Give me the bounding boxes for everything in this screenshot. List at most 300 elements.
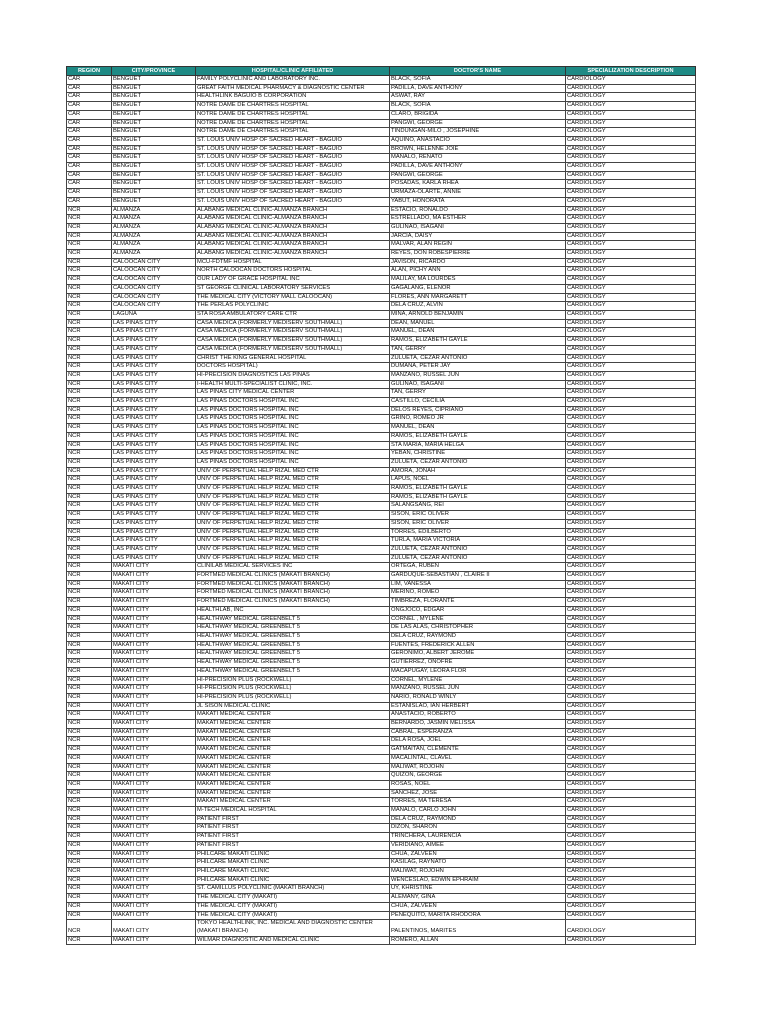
city-province-cell: MAKATI CITY bbox=[112, 650, 196, 659]
region-cell: CAR bbox=[67, 180, 112, 189]
table-row bbox=[67, 276, 696, 285]
city-province-cell: LAS PIÑAS CITY bbox=[112, 432, 196, 441]
doctor-name-cell: DELA CRUZ, RAYMOND bbox=[390, 633, 566, 642]
doctor-name-cell: UY, KHRISTINE bbox=[390, 885, 566, 894]
table-row bbox=[67, 163, 696, 172]
city-province-cell: CALOOCAN CITY bbox=[112, 284, 196, 293]
city-province-cell: MAKATI CITY bbox=[112, 589, 196, 598]
hospital-cell: MAKATI MEDICAL CENTER bbox=[196, 720, 390, 729]
table-row bbox=[67, 267, 696, 276]
table-row bbox=[67, 659, 696, 668]
region-cell: NCR bbox=[67, 676, 112, 685]
hospital-cell: NORTH CALOOCAN DOCTORS HOSPITAL bbox=[196, 267, 390, 276]
region-cell: CAR bbox=[67, 163, 112, 172]
hospital-cell: FAMILY POLYCLINIC AND LABORATORY INC. bbox=[196, 76, 390, 85]
doctor-name-cell: MALVAR, ALAN REGIN bbox=[390, 241, 566, 250]
region-cell: NCR bbox=[67, 485, 112, 494]
region-cell: NCR bbox=[67, 537, 112, 546]
hospital-cell: HEALTHWAY MEDICAL GREENBELT 5 bbox=[196, 633, 390, 642]
hospital-cell: UNIV OF PERPETUAL HELP RIZAL MED CTR bbox=[196, 476, 390, 485]
doctor-name-cell: DELA CRUZ, RAYMOND bbox=[390, 815, 566, 824]
hospital-cell: HEALTHLINK BAGUIO B CORPORATION bbox=[196, 93, 390, 102]
specialization-cell: CARDIOLOGY bbox=[566, 154, 696, 163]
region-cell: NCR bbox=[67, 789, 112, 798]
hospital-cell: NOTRE DAME DE CHARTRES HOSPITAL bbox=[196, 102, 390, 111]
city-province-cell: LAS PIÑAS CITY bbox=[112, 441, 196, 450]
doctor-name-cell: RAMOS, ELIZABETH GAYLE bbox=[390, 432, 566, 441]
region-cell: CAR bbox=[67, 136, 112, 145]
hospital-cell: MAKATI MEDICAL CENTER bbox=[196, 754, 390, 763]
doctor-name-cell: FLORES, ANN MARGARETT bbox=[390, 293, 566, 302]
doctor-name-cell: CLARO, BRIGIDA bbox=[390, 110, 566, 119]
hospital-cell: MAKATI MEDICAL CENTER bbox=[196, 728, 390, 737]
table-row bbox=[67, 476, 696, 485]
hospital-cell: NOTRE DAME DE CHARTRES HOSPITAL bbox=[196, 128, 390, 137]
hospital-cell: TOKYO HEALTHLINK, INC. MEDICAL AND DIAGNOSTIC CENTER (MAKATI BRANCH) bbox=[196, 920, 390, 936]
region-cell: NCR bbox=[67, 337, 112, 346]
doctor-name-cell: MALIWAT, ROJOHN bbox=[390, 867, 566, 876]
city-province-cell: BENGUET bbox=[112, 197, 196, 206]
table-row bbox=[67, 93, 696, 102]
hospital-cell: LAS PIÑAS DOCTORS HOSPITAL INC bbox=[196, 458, 390, 467]
region-cell: NCR bbox=[67, 232, 112, 241]
specialization-cell: CARDIOLOGY bbox=[566, 485, 696, 494]
city-province-cell: MAKATI CITY bbox=[112, 598, 196, 607]
region-cell: NCR bbox=[67, 711, 112, 720]
specialization-cell: CARDIOLOGY bbox=[566, 720, 696, 729]
table-row bbox=[67, 310, 696, 319]
doctor-name-cell: JAVISON, RICARDO bbox=[390, 258, 566, 267]
table-row bbox=[67, 911, 696, 920]
region-cell: NCR bbox=[67, 920, 112, 936]
header-hospital-clinic: HOSPITAL/CLINIC AFFILIATED bbox=[196, 67, 390, 76]
city-province-cell: BENGUET bbox=[112, 189, 196, 198]
hospital-cell: HEALTHWAY MEDICAL GREENBELT 5 bbox=[196, 641, 390, 650]
hospital-cell: ST. LOUIS UNIV HOSP OF SACRED HEART - BAGUIO bbox=[196, 197, 390, 206]
hospital-cell: CASA MEDICA (FORMERLY MEDISERV SOUTHMALL) bbox=[196, 328, 390, 337]
region-cell: NCR bbox=[67, 780, 112, 789]
table-row bbox=[67, 241, 696, 250]
table-row bbox=[67, 293, 696, 302]
region-cell: NCR bbox=[67, 467, 112, 476]
region-cell: CAR bbox=[67, 84, 112, 93]
doctor-name-cell: TIMBREZA, FLORANTE bbox=[390, 598, 566, 607]
table-row bbox=[67, 815, 696, 824]
doctor-name-cell: PANGWI, GEORGE bbox=[390, 171, 566, 180]
city-province-cell: MAKATI CITY bbox=[112, 920, 196, 936]
region-cell: NCR bbox=[67, 406, 112, 415]
city-province-cell: CALOOCAN CITY bbox=[112, 258, 196, 267]
region-cell: NCR bbox=[67, 667, 112, 676]
table-row bbox=[67, 824, 696, 833]
doctor-name-cell: PADILLA, DAVE ANTHONY bbox=[390, 84, 566, 93]
specialization-cell: CARDIOLOGY bbox=[566, 180, 696, 189]
hospital-cell: PHILCARE MAKATI CLINIC bbox=[196, 850, 390, 859]
table-row bbox=[67, 302, 696, 311]
hospital-cell: PATIENT FIRST bbox=[196, 824, 390, 833]
specialization-cell: CARDIOLOGY bbox=[566, 93, 696, 102]
specialization-cell: CARDIOLOGY bbox=[566, 250, 696, 259]
specialization-cell: CARDIOLOGY bbox=[566, 554, 696, 563]
city-province-cell: MAKATI CITY bbox=[112, 763, 196, 772]
city-province-cell: MAKATI CITY bbox=[112, 815, 196, 824]
hospital-cell: UNIV OF PERPETUAL HELP RIZAL MED CTR bbox=[196, 485, 390, 494]
doctor-name-cell: TORRES, EDILBERTO bbox=[390, 528, 566, 537]
table-row bbox=[67, 598, 696, 607]
region-cell: NCR bbox=[67, 241, 112, 250]
region-cell: NCR bbox=[67, 885, 112, 894]
hospital-cell: STA ROSA AMBULATORY CARE CTR bbox=[196, 310, 390, 319]
city-province-cell: MAKATI CITY bbox=[112, 789, 196, 798]
hospital-cell: ST. CAMILLUS POLYCLINIC (MAKATI BRANCH) bbox=[196, 885, 390, 894]
doctor-name-cell: FUENTES, FREDERICK ALLEN bbox=[390, 641, 566, 650]
specialization-cell: CARDIOLOGY bbox=[566, 76, 696, 85]
hospital-cell: MAKATI MEDICAL CENTER bbox=[196, 711, 390, 720]
specialization-cell: CARDIOLOGY bbox=[566, 589, 696, 598]
doctor-name-cell: GAGALANG, ELENOR bbox=[390, 284, 566, 293]
table-row bbox=[67, 363, 696, 372]
city-province-cell: ALMANZA bbox=[112, 241, 196, 250]
specialization-cell: CARDIOLOGY bbox=[566, 197, 696, 206]
doctor-name-cell: ALAN, PICHY ANN bbox=[390, 267, 566, 276]
specialization-cell: CARDIOLOGY bbox=[566, 894, 696, 903]
hospital-cell: THE MEDICAL CITY (MAKATI) bbox=[196, 902, 390, 911]
region-cell: NCR bbox=[67, 563, 112, 572]
hospital-cell: HI-PRECISION PLUS (ROCKWELL) bbox=[196, 693, 390, 702]
doctor-name-cell: TURLA, MARIA VICTORIA bbox=[390, 537, 566, 546]
doctor-name-cell: JARCIA, DAISY bbox=[390, 232, 566, 241]
city-province-cell: LAS PIÑAS CITY bbox=[112, 345, 196, 354]
hospital-cell: UNIV OF PERPETUAL HELP RIZAL MED CTR bbox=[196, 502, 390, 511]
doctor-name-cell: MANALO, CARLO JOHN bbox=[390, 807, 566, 816]
hospital-cell: MAKATI MEDICAL CENTER bbox=[196, 798, 390, 807]
region-cell: NCR bbox=[67, 746, 112, 755]
hospital-cell: THE PERLAS POLYCLINIC bbox=[196, 302, 390, 311]
specialization-cell: CARDIOLOGY bbox=[566, 659, 696, 668]
city-province-cell: MAKATI CITY bbox=[112, 754, 196, 763]
hospital-cell: ALABANG MEDICAL CLINIC-ALMANZA BRANCH bbox=[196, 241, 390, 250]
city-province-cell: LAS PIÑAS CITY bbox=[112, 328, 196, 337]
table-row bbox=[67, 76, 696, 85]
specialization-cell: CARDIOLOGY bbox=[566, 728, 696, 737]
region-cell: NCR bbox=[67, 380, 112, 389]
doctor-name-cell: TORRES, MA TERESA bbox=[390, 798, 566, 807]
region-cell: NCR bbox=[67, 302, 112, 311]
city-province-cell: MAKATI CITY bbox=[112, 798, 196, 807]
city-province-cell: BENGUET bbox=[112, 76, 196, 85]
doctor-name-cell: MANUEL, DEAN bbox=[390, 328, 566, 337]
city-province-cell: MAKATI CITY bbox=[112, 702, 196, 711]
city-province-cell: BENGUET bbox=[112, 154, 196, 163]
doctor-name-cell: MALILAY, MA LOURDES bbox=[390, 276, 566, 285]
table-row bbox=[67, 319, 696, 328]
specialization-cell: CARDIOLOGY bbox=[566, 189, 696, 198]
table-row bbox=[67, 841, 696, 850]
table-row bbox=[67, 345, 696, 354]
table-row bbox=[67, 519, 696, 528]
hospital-cell: UNIV OF PERPETUAL HELP RIZAL MED CTR bbox=[196, 493, 390, 502]
specialization-cell: CARDIOLOGY bbox=[566, 163, 696, 172]
table-row bbox=[67, 84, 696, 93]
doctor-name-cell: RAMOS, ELIZABETH GAYLE bbox=[390, 337, 566, 346]
city-province-cell: ALMANZA bbox=[112, 206, 196, 215]
region-cell: NCR bbox=[67, 476, 112, 485]
doctor-name-cell: PADILLA, DAVE ANTHONY bbox=[390, 163, 566, 172]
hospital-cell: THE MEDICAL CITY (MAKATI) bbox=[196, 911, 390, 920]
region-cell: CAR bbox=[67, 189, 112, 198]
doctor-name-cell: ORTEGA, RUBEN bbox=[390, 563, 566, 572]
specialization-cell: CARDIOLOGY bbox=[566, 685, 696, 694]
region-cell: NCR bbox=[67, 528, 112, 537]
table-row bbox=[67, 676, 696, 685]
city-province-cell: CALOOCAN CITY bbox=[112, 276, 196, 285]
doctor-name-cell: BLACK, SOFIA bbox=[390, 102, 566, 111]
table-row bbox=[67, 328, 696, 337]
specialization-cell: CARDIOLOGY bbox=[566, 563, 696, 572]
hospital-cell: THE MEDICAL CITY (MAKATI) bbox=[196, 894, 390, 903]
city-province-cell: MAKATI CITY bbox=[112, 737, 196, 746]
hospital-cell: ALABANG MEDICAL CLINIC-ALMANZA BRANCH bbox=[196, 206, 390, 215]
table-row bbox=[67, 398, 696, 407]
table-row bbox=[67, 685, 696, 694]
doctor-name-cell: DUMANA, PETER JAY bbox=[390, 363, 566, 372]
region-cell: NCR bbox=[67, 702, 112, 711]
specialization-cell: CARDIOLOGY bbox=[566, 650, 696, 659]
region-cell: NCR bbox=[67, 633, 112, 642]
city-province-cell: MAKATI CITY bbox=[112, 894, 196, 903]
region-cell: NCR bbox=[67, 598, 112, 607]
specialization-cell: CARDIOLOGY bbox=[566, 763, 696, 772]
specialization-cell: CARDIOLOGY bbox=[566, 371, 696, 380]
table-row bbox=[67, 728, 696, 737]
doctor-name-cell: ZULUETA, CEZAR ANTONIO bbox=[390, 354, 566, 363]
doctor-name-cell: ZULUETA, CEZAR ANTONIO bbox=[390, 458, 566, 467]
region-cell: NCR bbox=[67, 841, 112, 850]
specialization-cell: CARDIOLOGY bbox=[566, 345, 696, 354]
table-row bbox=[67, 493, 696, 502]
table-row bbox=[67, 850, 696, 859]
region-cell: NCR bbox=[67, 737, 112, 746]
city-province-cell: MAKATI CITY bbox=[112, 641, 196, 650]
city-province-cell: ALMANZA bbox=[112, 223, 196, 232]
table-row bbox=[67, 206, 696, 215]
region-cell: NCR bbox=[67, 659, 112, 668]
table-row bbox=[67, 894, 696, 903]
doctor-name-cell: MACAPUGAY, LEORA FLOR bbox=[390, 667, 566, 676]
city-province-cell: LAS PIÑAS CITY bbox=[112, 406, 196, 415]
doctor-name-cell: PANGWI, GEORGE bbox=[390, 119, 566, 128]
hospital-cell: ALABANG MEDICAL CLINIC-ALMANZA BRANCH bbox=[196, 232, 390, 241]
specialization-cell: CARDIOLOGY bbox=[566, 241, 696, 250]
city-province-cell: BENGUET bbox=[112, 93, 196, 102]
specialization-cell: CARDIOLOGY bbox=[566, 624, 696, 633]
table-row bbox=[67, 258, 696, 267]
specialization-cell: CARDIOLOGY bbox=[566, 206, 696, 215]
table-row bbox=[67, 232, 696, 241]
region-cell: NCR bbox=[67, 206, 112, 215]
city-province-cell: BENGUET bbox=[112, 163, 196, 172]
doctor-name-cell: NARIO, RONALD WINLY bbox=[390, 693, 566, 702]
table-row bbox=[67, 128, 696, 137]
city-province-cell: LAS PIÑAS CITY bbox=[112, 371, 196, 380]
region-cell: NCR bbox=[67, 258, 112, 267]
table-row bbox=[67, 780, 696, 789]
hospital-cell: CASA MEDICA (FORMERLY MEDISERV SOUTHMALL) bbox=[196, 337, 390, 346]
table-row bbox=[67, 641, 696, 650]
hospital-cell: PHILCARE MAKATI CLINIC bbox=[196, 876, 390, 885]
region-cell: NCR bbox=[67, 807, 112, 816]
table-row bbox=[67, 197, 696, 206]
city-province-cell: BENGUET bbox=[112, 102, 196, 111]
city-province-cell: MAKATI CITY bbox=[112, 850, 196, 859]
table-row bbox=[67, 250, 696, 259]
region-cell: CAR bbox=[67, 171, 112, 180]
table-row bbox=[67, 284, 696, 293]
doctor-name-cell: RAMOS, ELIZABETH GAYLE bbox=[390, 485, 566, 494]
city-province-cell: MAKATI CITY bbox=[112, 693, 196, 702]
region-cell: CAR bbox=[67, 197, 112, 206]
doctor-name-cell: DELA ROSA, JOEL bbox=[390, 737, 566, 746]
table-row bbox=[67, 711, 696, 720]
specialization-cell: CARDIOLOGY bbox=[566, 702, 696, 711]
specialization-cell: CARDIOLOGY bbox=[566, 424, 696, 433]
table-row bbox=[67, 119, 696, 128]
specialization-cell: CARDIOLOGY bbox=[566, 772, 696, 781]
hospital-cell: WILMAR DIAGNOSTIC AND MEDICAL CLINIC bbox=[196, 936, 390, 945]
hospital-cell: CLINILAB MEDICAL SERVICES INC bbox=[196, 563, 390, 572]
doctor-name-cell: MINA, ARNOLD BENJAMIN bbox=[390, 310, 566, 319]
header-city-province: CITY/PROVINCE bbox=[112, 67, 196, 76]
doctor-name-cell: MANZANO, RUSSEL JUN bbox=[390, 371, 566, 380]
hospital-cell: UNIV OF PERPETUAL HELP RIZAL MED CTR bbox=[196, 528, 390, 537]
specialization-cell: CARDIOLOGY bbox=[566, 911, 696, 920]
city-province-cell: CALOOCAN CITY bbox=[112, 293, 196, 302]
city-province-cell: LAS PIÑAS CITY bbox=[112, 363, 196, 372]
region-cell: NCR bbox=[67, 215, 112, 224]
table-row bbox=[67, 789, 696, 798]
hospital-cell: NOTRE DAME DE CHARTRES HOSPITAL bbox=[196, 110, 390, 119]
specialization-cell: CARDIOLOGY bbox=[566, 511, 696, 520]
table-row bbox=[67, 615, 696, 624]
specialization-cell: CARDIOLOGY bbox=[566, 171, 696, 180]
region-cell: NCR bbox=[67, 650, 112, 659]
region-cell: NCR bbox=[67, 511, 112, 520]
doctor-name-cell: TINDUNGAN-MILO , JOSEPHINE bbox=[390, 128, 566, 137]
specialization-cell: CARDIOLOGY bbox=[566, 633, 696, 642]
specialization-cell: CARDIOLOGY bbox=[566, 885, 696, 894]
table-row bbox=[67, 885, 696, 894]
doctor-name-cell: GUTIERREZ, ONOFRE bbox=[390, 659, 566, 668]
city-province-cell: MAKATI CITY bbox=[112, 615, 196, 624]
city-province-cell: MAKATI CITY bbox=[112, 885, 196, 894]
hospital-cell: UNIV OF PERPETUAL HELP RIZAL MED CTR bbox=[196, 537, 390, 546]
hospital-cell: FORTMED MEDICAL CLINICS (MAKATI BRANCH) bbox=[196, 598, 390, 607]
specialization-cell: CARDIOLOGY bbox=[566, 815, 696, 824]
city-province-cell: BENGUET bbox=[112, 136, 196, 145]
region-cell: NCR bbox=[67, 545, 112, 554]
city-province-cell: MAKATI CITY bbox=[112, 841, 196, 850]
doctor-name-cell: MALIWAT, ROJOHN bbox=[390, 763, 566, 772]
table-row bbox=[67, 528, 696, 537]
table-row bbox=[67, 432, 696, 441]
city-province-cell: LAS PIÑAS CITY bbox=[112, 337, 196, 346]
hospital-cell: DOCTORS HOSPITAL) bbox=[196, 363, 390, 372]
city-province-cell: LAS PIÑAS CITY bbox=[112, 398, 196, 407]
region-cell: NCR bbox=[67, 345, 112, 354]
city-province-cell: LAS PIÑAS CITY bbox=[112, 450, 196, 459]
table-row bbox=[67, 833, 696, 842]
region-cell: NCR bbox=[67, 328, 112, 337]
region-cell: NCR bbox=[67, 720, 112, 729]
doctor-name-cell: BROWN, HELENNE JOIE bbox=[390, 145, 566, 154]
doctor-name-cell: DIZON, SHARON bbox=[390, 824, 566, 833]
specialization-cell: CARDIOLOGY bbox=[566, 754, 696, 763]
hospital-cell: UNIV OF PERPETUAL HELP RIZAL MED CTR bbox=[196, 467, 390, 476]
doctor-name-cell: YEBAN, CHRISTINE bbox=[390, 450, 566, 459]
region-cell: NCR bbox=[67, 519, 112, 528]
specialization-cell: CARDIOLOGY bbox=[566, 493, 696, 502]
doctor-name-cell: ROSAS, NOEL bbox=[390, 780, 566, 789]
city-province-cell: MAKATI CITY bbox=[112, 807, 196, 816]
hospital-cell: CHRIST THE KING GENERAL HOSPITAL bbox=[196, 354, 390, 363]
hospital-cell: UNIV OF PERPETUAL HELP RIZAL MED CTR bbox=[196, 545, 390, 554]
specialization-cell: CARDIOLOGY bbox=[566, 389, 696, 398]
hospital-cell: THE MEDICAL CITY (VICTORY MALL CALOOCAN) bbox=[196, 293, 390, 302]
doctor-name-cell: DELA CRUZ, ALVIN bbox=[390, 302, 566, 311]
region-cell: NCR bbox=[67, 693, 112, 702]
table-row bbox=[67, 737, 696, 746]
doctor-name-cell: ESTANISLAO, IAN HERBERT bbox=[390, 702, 566, 711]
table-row bbox=[67, 189, 696, 198]
region-cell: NCR bbox=[67, 424, 112, 433]
hospital-cell: JL SISON MEDICAL CLINIC bbox=[196, 702, 390, 711]
region-cell: NCR bbox=[67, 641, 112, 650]
region-cell: NCR bbox=[67, 502, 112, 511]
hospital-cell: LAS PIÑAS DOCTORS HOSPITAL INC bbox=[196, 441, 390, 450]
header-specialization: SPECIALIZATION DESCRIPTION bbox=[566, 67, 696, 76]
specialization-cell: CARDIOLOGY bbox=[566, 310, 696, 319]
table-row bbox=[67, 441, 696, 450]
table-row bbox=[67, 667, 696, 676]
table-row bbox=[67, 554, 696, 563]
doctor-name-cell: SISON, ERIC OLIVER bbox=[390, 519, 566, 528]
region-cell: CAR bbox=[67, 76, 112, 85]
specialization-cell: CARDIOLOGY bbox=[566, 824, 696, 833]
city-province-cell: LAS PIÑAS CITY bbox=[112, 493, 196, 502]
specialization-cell: CARDIOLOGY bbox=[566, 398, 696, 407]
hospital-cell: FORTMED MEDICAL CLINICS (MAKATI BRANCH) bbox=[196, 589, 390, 598]
region-cell: NCR bbox=[67, 389, 112, 398]
region-cell: CAR bbox=[67, 145, 112, 154]
specialization-cell: CARDIOLOGY bbox=[566, 215, 696, 224]
city-province-cell: MAKATI CITY bbox=[112, 624, 196, 633]
city-province-cell: MAKATI CITY bbox=[112, 563, 196, 572]
city-province-cell: MAKATI CITY bbox=[112, 606, 196, 615]
doctor-name-cell: BLACK, SOFIA bbox=[390, 76, 566, 85]
specialization-cell: CARDIOLOGY bbox=[566, 119, 696, 128]
city-province-cell: MAKATI CITY bbox=[112, 772, 196, 781]
specialization-cell: CARDIOLOGY bbox=[566, 798, 696, 807]
hospital-cell: ST. LOUIS UNIV HOSP OF SACRED HEART - BAGUIO bbox=[196, 180, 390, 189]
city-province-cell: LAS PIÑAS CITY bbox=[112, 554, 196, 563]
specialization-cell: CARDIOLOGY bbox=[566, 232, 696, 241]
table-row bbox=[67, 693, 696, 702]
hospital-cell: LAS PIÑAS DOCTORS HOSPITAL INC bbox=[196, 432, 390, 441]
city-province-cell: LAS PIÑAS CITY bbox=[112, 511, 196, 520]
region-cell: CAR bbox=[67, 102, 112, 111]
city-province-cell: MAKATI CITY bbox=[112, 720, 196, 729]
doctor-name-cell: CORNEL , MYLENE bbox=[390, 615, 566, 624]
